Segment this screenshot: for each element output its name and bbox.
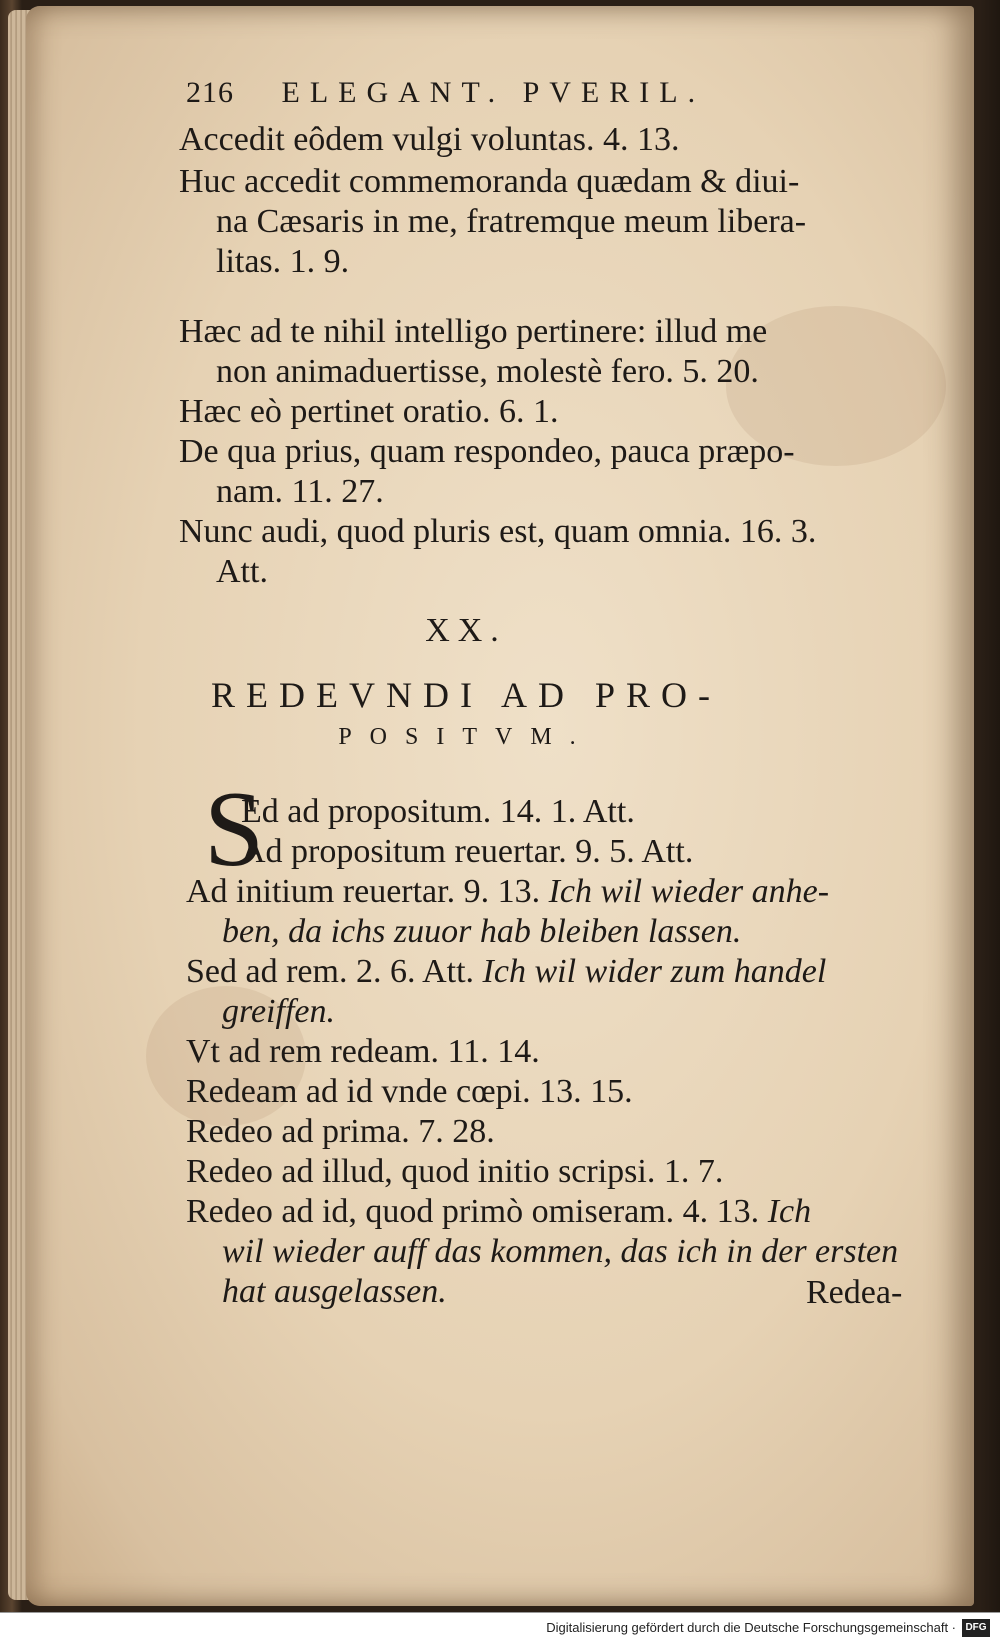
latin-text: Ad initium reuertar. 9. 13.	[186, 873, 541, 910]
entry-line	[186, 952, 826, 992]
text-line: Att.	[216, 553, 268, 590]
latin-text: Ad propositum reuertar. 9. 5. Att.	[241, 833, 694, 870]
dfg-logo-icon: DFG	[962, 1619, 990, 1637]
latin-text: Ed ad propositum. 14. 1. Att.	[241, 793, 635, 830]
german-text: hat ausgelassen.	[222, 1273, 447, 1310]
text-line: Nunc audi, quod pluris est, quam omnia. 16. 3.	[179, 513, 817, 550]
chapter-number: XX.	[425, 612, 507, 649]
entry-line	[186, 1032, 540, 1072]
entry-line	[222, 1232, 898, 1272]
entry-line	[222, 1272, 447, 1312]
entry-line	[241, 792, 635, 832]
german-text: Ich	[767, 1193, 812, 1230]
text-line: Hæc ad te nihil intelligo pertinere: illud me	[179, 313, 768, 350]
text-line: Huc accedit commemoranda quædam & diui-	[179, 163, 800, 200]
entry-line	[241, 832, 693, 872]
german-text: Ich wil wider zum handel	[482, 953, 827, 990]
latin-text: Redeo ad id, quod primò omiseram. 4. 13.	[186, 1193, 760, 1230]
text-line: litas. 1. 9.	[216, 243, 350, 280]
entry-line	[222, 992, 335, 1032]
book-page	[26, 6, 974, 1606]
text-line: nam. 11. 27.	[216, 473, 384, 510]
latin-text: Sed ad rem. 2. 6. Att.	[186, 953, 475, 990]
funding-credit: Digitalisierung gefördert durch die Deutsche Forschungsgemeinschaft ·	[546, 1620, 956, 1635]
text-line: De qua prius, quam respondeo, pauca præpo-	[179, 433, 795, 470]
german-text: ben, da ichs zuuor hab bleiben lassen.	[222, 913, 742, 950]
latin-text: Redeo ad illud, quod initio scripsi. 1. 7.	[186, 1153, 724, 1190]
section-title-continuation: POSITVM.	[338, 724, 594, 750]
drop-cap: S	[204, 770, 265, 889]
text-line: non animaduertisse, molestè fero. 5. 20.	[216, 353, 759, 390]
running-header	[186, 76, 705, 110]
text-line: Accedit eôdem vulgi voluntas. 4. 13.	[179, 121, 680, 158]
page-number: 216	[186, 76, 234, 109]
entry-line	[186, 1072, 633, 1112]
page-text	[26, 6, 974, 1606]
german-text: greiffen.	[222, 993, 335, 1030]
entry-line	[186, 872, 829, 912]
latin-text: Vt ad rem redeam. 11. 14.	[186, 1033, 540, 1070]
entry-line	[186, 1112, 495, 1152]
entry-line	[186, 1152, 723, 1192]
text-line: na Cæsaris in me, fratremque meum libera-	[216, 203, 807, 240]
running-title: ELEGANT. PVERIL.	[281, 76, 706, 109]
german-text: Ich wil wieder anhe-	[548, 873, 830, 910]
latin-text: Redeam ad id vnde cœpi. 13. 15.	[186, 1073, 633, 1110]
entry-line	[186, 1192, 811, 1232]
entry-line	[222, 912, 741, 952]
section-title: REDEVNDI AD PRO-	[210, 675, 721, 715]
text-line: Hæc eò pertinet oratio. 6. 1.	[179, 393, 559, 430]
digitization-footer	[0, 1612, 1000, 1645]
catchword: Redea-	[806, 1274, 903, 1311]
german-text: wil wieder auff das kommen, das ich in der ersten	[222, 1233, 899, 1270]
latin-text: Redeo ad prima. 7. 28.	[186, 1113, 495, 1150]
